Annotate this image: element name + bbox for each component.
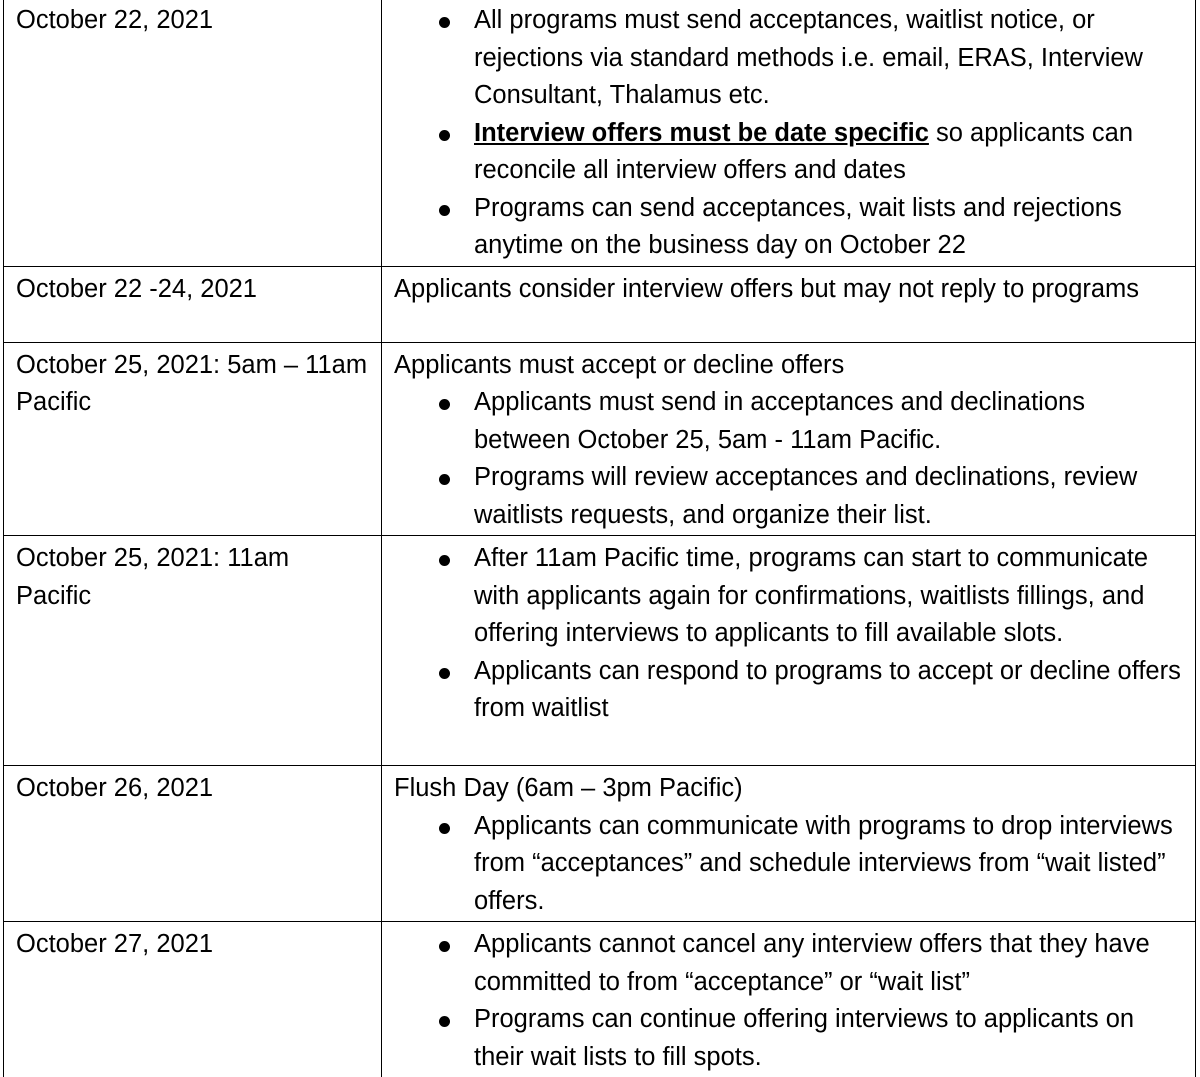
bullet-icon <box>439 941 450 952</box>
list-item <box>394 190 1185 265</box>
list-item <box>394 926 1185 1001</box>
description-cell <box>382 766 1196 922</box>
bullet-list <box>394 808 1185 921</box>
bullet-icon <box>439 399 450 410</box>
bullet-text: Programs will review acceptances and declinations, review waitlists requests, and organize their list. <box>474 463 1138 529</box>
bullet-text: Applicants must send in acceptances and declinations between October 25, 5am - 11am Pacific. <box>474 388 1085 454</box>
list-item <box>394 653 1185 728</box>
date-cell <box>4 922 382 1077</box>
description-cell <box>382 266 1196 342</box>
table-row <box>4 0 1196 266</box>
emphasis-text: Interview offers must be date specific <box>474 118 929 147</box>
description-cell <box>382 342 1196 536</box>
list-item <box>394 808 1185 921</box>
date-cell <box>4 342 382 536</box>
description-cell <box>382 922 1196 1077</box>
bullet-list <box>394 926 1185 1076</box>
lead-text: Applicants must accept or decline offers <box>394 350 845 379</box>
bullet-icon <box>439 130 450 141</box>
bullet-icon <box>439 823 450 834</box>
bullet-icon <box>439 474 450 485</box>
bullet-text: All programs must send acceptances, waitlist notice, or rejections via standard methods i.e. email, ERAS, Interview Consultant, Thalamus etc. <box>474 6 1143 109</box>
table-row <box>4 342 1196 536</box>
date-text: October 26, 2021 <box>16 774 214 802</box>
list-item <box>394 459 1185 534</box>
table-row <box>4 922 1196 1077</box>
list-item <box>394 2 1185 115</box>
list-item <box>394 115 1185 190</box>
table-row <box>4 266 1196 342</box>
list-item <box>394 540 1185 653</box>
bullet-text: Applicants can communicate with programs to drop interviews from “acceptances” and schedule interviews from “wait listed” offers. <box>474 811 1173 915</box>
bullet-text: Applicants can respond to programs to accept or decline offers from waitlist <box>474 656 1181 722</box>
table-row <box>4 536 1196 766</box>
date-text: October 22 -24, 2021 <box>16 274 257 303</box>
date-text: October 22, 2021 <box>16 6 214 34</box>
bullet-list <box>394 540 1185 728</box>
table-row <box>4 766 1196 922</box>
date-cell <box>4 266 382 342</box>
bullet-icon <box>439 555 450 566</box>
bullet-text: Programs can continue offering interviews to applicants on their wait lists to fill spots. <box>474 1005 1135 1071</box>
bullet-icon <box>439 17 450 28</box>
date-text: October 27, 2021 <box>16 930 214 958</box>
bullet-icon <box>439 668 450 679</box>
bullet-text: Programs can send acceptances, wait lists and rejections anytime on the business day on October 22 <box>474 193 1122 259</box>
lead-text: Flush Day (6am – 3pm Pacific) <box>394 774 743 802</box>
date-text: October 25, 2021: 5am – 11am Pacific <box>16 350 368 416</box>
bullet-text: so applicants can reconcile all interview offers and dates <box>474 118 1134 184</box>
list-item <box>394 384 1185 459</box>
bullet-text: After 11am Pacific time, programs can start to communicate with applicants again for confirmations, waitlists fillings, and offering interviews to applicants to fill available slots. <box>474 544 1149 647</box>
bullet-icon <box>439 205 450 216</box>
bullet-text: Applicants cannot cancel any interview offers that they have committed to from “acceptance” or “wait list” <box>474 930 1150 996</box>
date-cell <box>4 536 382 766</box>
bullet-icon <box>439 1016 450 1027</box>
date-cell <box>4 0 382 266</box>
description-cell <box>382 536 1196 766</box>
date-text: October 25, 2021: 11am Pacific <box>16 544 290 610</box>
bullet-list <box>394 384 1185 534</box>
bullet-list <box>394 2 1185 265</box>
schedule-table <box>3 0 1196 1077</box>
date-cell <box>4 766 382 922</box>
lead-text: Applicants consider interview offers but may not reply to programs <box>394 274 1140 303</box>
list-item <box>394 1001 1185 1076</box>
description-cell <box>382 0 1196 266</box>
